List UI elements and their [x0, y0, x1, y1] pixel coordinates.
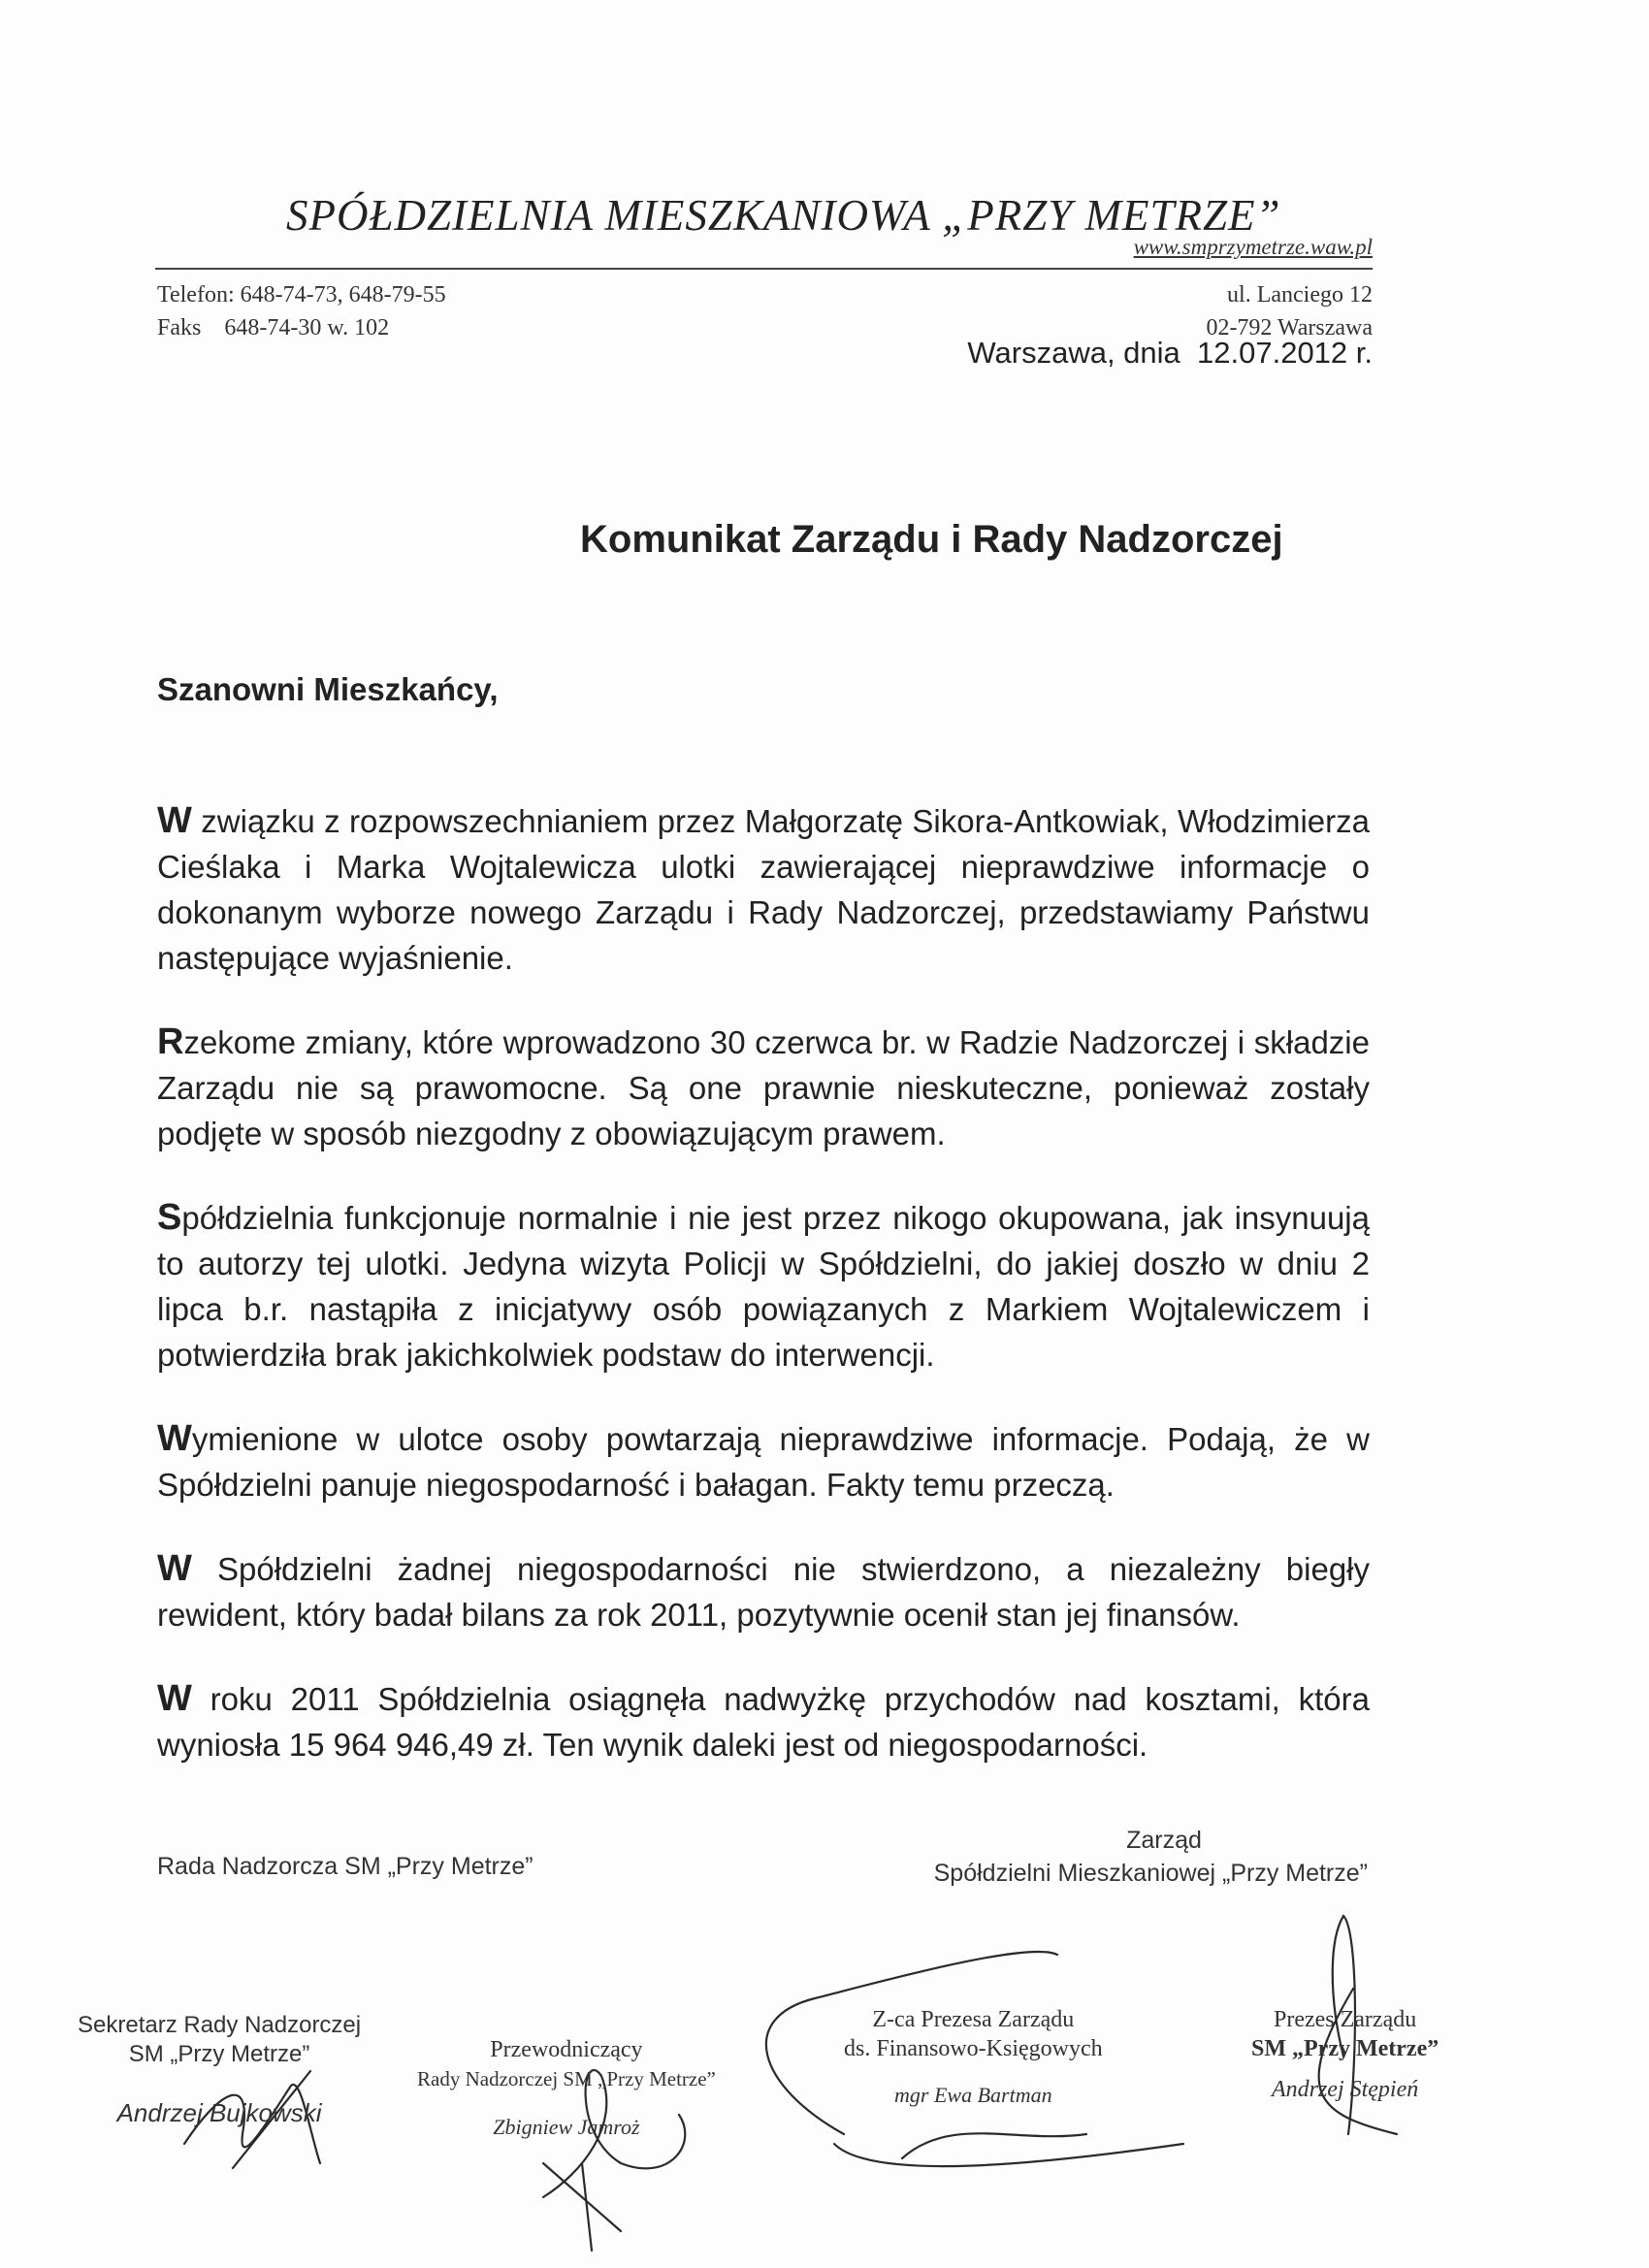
- letterhead-contact: [157, 278, 446, 344]
- stamp-role: Sekretarz Rady Nadzorczej: [78, 2012, 362, 2038]
- stamp-role: Z-ca Prezesa Zarządu: [872, 2007, 1075, 2032]
- stamp-org: ds. Finansowo-Księgowych: [844, 2036, 1103, 2061]
- management-board-org: Spółdzielni Mieszkaniowej „Przy Metrze”: [933, 1860, 1368, 1887]
- paragraph-text: Spółdzielni żadnej niegospodarności nie stwierdzono, a niezależny biegły rewident, który badał bilans za rok 2011, pozytywnie ocenił stan jej finansów.: [157, 1551, 1370, 1633]
- paragraph: [157, 1195, 1370, 1377]
- document-body: [157, 798, 1370, 1806]
- stamp-role: Prezes Zarządu: [1273, 2007, 1417, 2032]
- paragraph: [157, 1416, 1370, 1507]
- paragraph-lead-letter: W: [157, 1418, 192, 1459]
- paragraph-lead-letter: W: [157, 800, 192, 841]
- paragraph-lead-letter: S: [157, 1197, 182, 1238]
- stamp-president: [1251, 2005, 1439, 2104]
- stamp-chairman: [417, 2035, 716, 2142]
- letterhead-city: 02-792 Warszawa: [1206, 315, 1373, 340]
- stamp-org: SM „Przy Metrze”: [1251, 2036, 1439, 2061]
- paragraph: [157, 1546, 1370, 1637]
- letterhead-divider: [155, 268, 1373, 270]
- document-title: Komunikat Zarządu i Rady Nadzorczej: [580, 518, 1283, 561]
- paragraph-lead-letter: W: [157, 1548, 192, 1589]
- letterhead-phone: Telefon: 648-74-73, 648-79-55: [157, 282, 446, 308]
- stamp-name: Andrzej Stępień: [1271, 2077, 1419, 2102]
- stamp-org: SM „Przy Metrze”: [128, 2041, 310, 2067]
- letter-date: Warszawa, dnia 12.07.2012 r.: [967, 336, 1373, 370]
- paragraph-text: roku 2011 Spółdzielnia osiągnęła nadwyżkę przychodów nad kosztami, która wyniosła 15 964 946,49 zł. Ten wynik daleki jest od niegospodarności.: [157, 1681, 1370, 1763]
- stamp-name: Zbigniew Jamroż: [493, 2115, 640, 2139]
- paragraph-lead-letter: R: [157, 1021, 184, 1062]
- letterhead-website: www.smprzymetrze.waw.pl: [1133, 235, 1373, 259]
- letterhead-fax: Faks 648-74-30 w. 102: [157, 315, 390, 340]
- salutation: Szanowni Mieszkańcy,: [157, 671, 499, 707]
- paragraph-text: ymienione w ulotce osoby powtarzają nieprawdziwe informacje. Podają, że w Spółdzielni panuje niegospodarność i bałagan. Fakty temu przeczą.: [157, 1421, 1370, 1503]
- stamp-name: Andrzej Bujkowski: [116, 2098, 322, 2127]
- stamp-deputy-president: [844, 2005, 1103, 2110]
- paragraph: [157, 798, 1370, 981]
- paragraph-lead-letter: W: [157, 1678, 192, 1719]
- letterhead-street: ul. Lanciego 12: [1227, 282, 1373, 308]
- supervisory-board-label: Rada Nadzorcza SM „Przy Metrze”: [157, 1853, 534, 1880]
- paragraph: [157, 1676, 1370, 1767]
- stamp-role: Przewodniczący: [490, 2037, 643, 2062]
- paragraph: [157, 1020, 1370, 1156]
- letterhead-address: [1206, 278, 1373, 344]
- stamp-org: Rady Nadzorczej SM „Przy Metrze”: [417, 2067, 716, 2090]
- stamp-name: mgr Ewa Bartman: [894, 2083, 1052, 2107]
- stamp-secretary: [78, 2011, 361, 2127]
- management-board-title: Zarząd: [1126, 1827, 1202, 1854]
- paragraph-text: związku z rozpowszechnianiem przez Małgorzatę Sikora-Antkowiak, Włodzimierza Cieślaka i Marka Wojtalewicza ulotki zawierającej nieprawdziwe informacje o dokonanym wyborze nowego Zarządu i Rady Nadzorczej, przedstawiamy Państwu następujące wyjaśnienie.: [157, 803, 1370, 976]
- paragraph-text: zekome zmiany, które wprowadzono 30 czerwca br. w Radzie Nadzorczej i składzie Zarządu nie są prawomocne. Są one prawnie nieskuteczne, ponieważ zostały podjęte w sposób niezgodny z obowiązującym prawem.: [157, 1024, 1370, 1151]
- letterhead-title: SPÓŁDZIELNIA MIESZKANIOWA „PRZY METRZE”: [286, 191, 1281, 240]
- paragraph-text: półdzielnia funkcjonuje normalnie i nie jest przez nikogo okupowana, jak insynuują to autorzy tej ulotki. Jedyna wizyta Policji w Spółdzielni, do jakiej doszło w dniu 2 lipca b.r. nastąpiła z inicjatywy osób powiązanych z Markiem Wojtalewiczem i potwierdziła brak jakichkolwiek podstaw do interwencji.: [157, 1200, 1370, 1373]
- management-board-label: [873, 1824, 1368, 1890]
